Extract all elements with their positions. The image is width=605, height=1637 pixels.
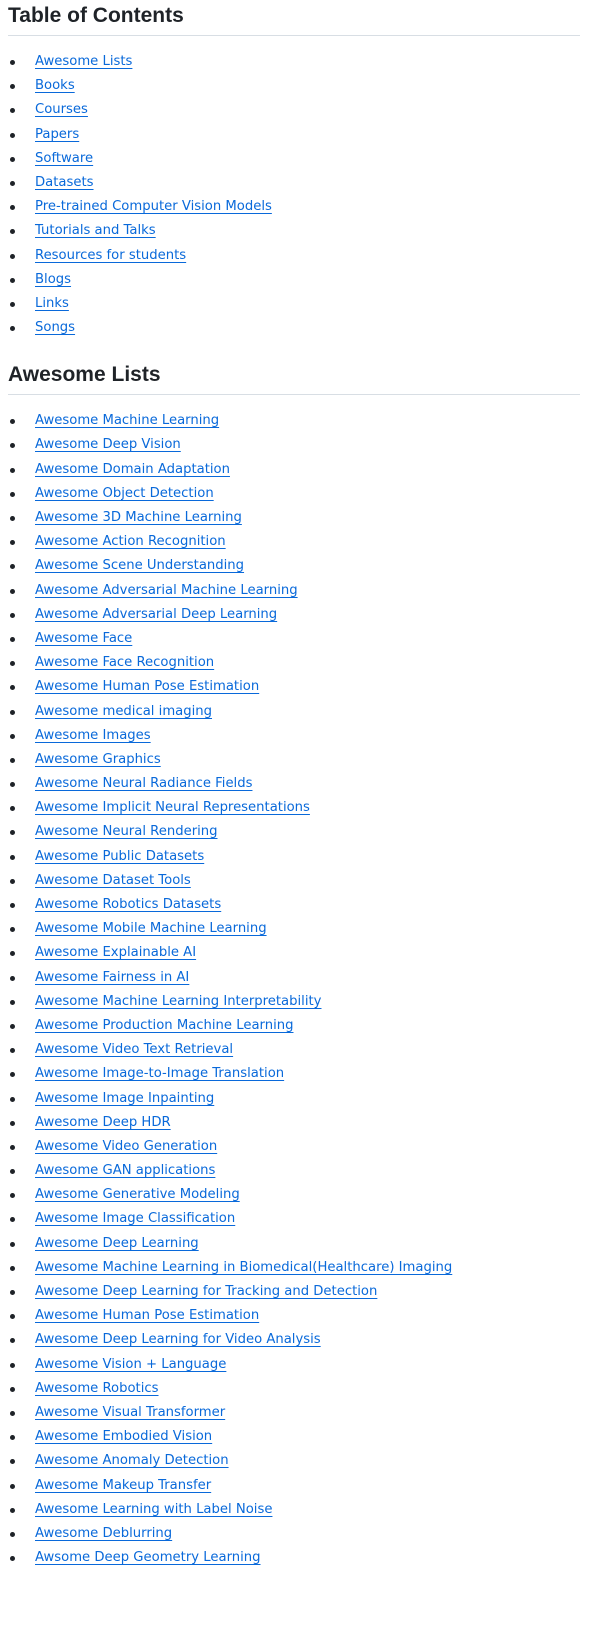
awesome-list-link-awesome-scene-understanding[interactable]: Awesome Scene Understanding xyxy=(35,558,245,574)
toc-link-songs[interactable]: Songs xyxy=(35,320,76,336)
awesome-list-item xyxy=(8,869,580,893)
awesome-list-item xyxy=(8,796,580,820)
awesome-list-link-awesome-mobile-machine-learning[interactable]: Awesome Mobile Machine Learning xyxy=(35,921,267,937)
awesome-list-item xyxy=(8,990,580,1014)
awesome-list-item xyxy=(8,1183,580,1207)
awesome-list-link-awesome-deep-learning[interactable]: Awesome Deep Learning xyxy=(35,1235,199,1251)
awesome-list-item xyxy=(8,1449,580,1473)
awesome-list-item xyxy=(8,433,580,457)
awesome-list-item xyxy=(8,1038,580,1062)
awesome-list-link-awesome-deep-learning-for-video-analysis[interactable]: Awesome Deep Learning for Video Analysis xyxy=(35,1332,321,1348)
toc-item xyxy=(8,50,580,74)
awesome-list-link-awesome-domain-adaptation[interactable]: Awesome Domain Adaptation xyxy=(35,461,230,477)
awesome-list-item xyxy=(8,675,580,699)
toc-heading: Table of Contents xyxy=(8,1,580,36)
awesome-lists-heading: Awesome Lists xyxy=(8,360,580,395)
toc-link-datasets[interactable]: Datasets xyxy=(35,174,94,190)
awesome-list-link-awesome-machine-learning-interpretability[interactable]: Awesome Machine Learning Interpretability xyxy=(35,993,322,1009)
awesome-list-item xyxy=(8,1377,580,1401)
toc-link-links[interactable]: Links xyxy=(35,295,69,311)
awesome-list-link-awesome-robotics[interactable]: Awesome Robotics xyxy=(35,1380,159,1396)
toc-item xyxy=(8,292,580,316)
awesome-list-item xyxy=(8,1159,580,1183)
awesome-list-link-awesome-human-pose-estimation[interactable]: Awesome Human Pose Estimation xyxy=(35,679,260,695)
awesome-list-item xyxy=(8,1232,580,1256)
toc-item xyxy=(8,171,580,195)
awesome-list-link-awesome-machine-learning-in-biomedical-healthcare-imaging[interactable]: Awesome Machine Learning in Biomedical(Healthcare) Imaging xyxy=(35,1259,453,1275)
awesome-list-item xyxy=(8,579,580,603)
awesome-list-item xyxy=(8,1522,580,1546)
toc-link-courses[interactable]: Courses xyxy=(35,102,88,118)
awesome-list-link-awesome-implicit-neural-representations[interactable]: Awesome Implicit Neural Representations xyxy=(35,800,310,816)
awesome-list-item xyxy=(8,1474,580,1498)
readme-content xyxy=(8,0,580,1570)
awesome-list-item xyxy=(8,1425,580,1449)
awesome-list-item xyxy=(8,1401,580,1425)
awesome-list-item xyxy=(8,917,580,941)
toc-link-resources-for-students[interactable]: Resources for students xyxy=(35,247,187,263)
awesome-list-link-awesome-learning-with-label-noise[interactable]: Awesome Learning with Label Noise xyxy=(35,1501,273,1517)
awesome-lists-list xyxy=(8,409,580,1570)
awesome-list-link-awesome-dataset-tools[interactable]: Awesome Dataset Tools xyxy=(35,872,191,888)
awesome-list-item xyxy=(8,603,580,627)
awesome-list-link-awesome-video-text-retrieval[interactable]: Awesome Video Text Retrieval xyxy=(35,1042,234,1058)
awesome-list-link-awesome-human-pose-estimation[interactable]: Awesome Human Pose Estimation xyxy=(35,1308,260,1324)
awesome-list-item xyxy=(8,1498,580,1522)
awesome-list-link-awesome-face-recognition[interactable]: Awesome Face Recognition xyxy=(35,655,215,671)
awesome-list-item xyxy=(8,1280,580,1304)
awesome-list-item xyxy=(8,627,580,651)
awesome-list-item xyxy=(8,724,580,748)
awesome-list-link-awsome-deep-geometry-learning[interactable]: Awsome Deep Geometry Learning xyxy=(35,1550,261,1566)
awesome-list-item xyxy=(8,1207,580,1231)
awesome-list-link-awesome-image-to-image-translation[interactable]: Awesome Image-to-Image Translation xyxy=(35,1066,285,1082)
awesome-list-link-awesome-image-classification[interactable]: Awesome Image Classification xyxy=(35,1211,236,1227)
awesome-list-link-awesome-images[interactable]: Awesome Images xyxy=(35,727,151,743)
awesome-list-item xyxy=(8,1111,580,1135)
toc-link-blogs[interactable]: Blogs xyxy=(35,271,72,287)
toc-item xyxy=(8,195,580,219)
toc-link-books[interactable]: Books xyxy=(35,78,75,94)
awesome-list-item xyxy=(8,845,580,869)
awesome-list-item xyxy=(8,893,580,917)
awesome-list-link-awesome-anomaly-detection[interactable]: Awesome Anomaly Detection xyxy=(35,1453,229,1469)
toc-item xyxy=(8,244,580,268)
awesome-list-link-awesome-object-detection[interactable]: Awesome Object Detection xyxy=(35,485,214,501)
awesome-list-item xyxy=(8,1304,580,1328)
awesome-list-link-awesome-robotics-datasets[interactable]: Awesome Robotics Datasets xyxy=(35,897,222,912)
toc-item xyxy=(8,98,580,122)
awesome-list-link-awesome-deep-vision[interactable]: Awesome Deep Vision xyxy=(35,437,181,453)
awesome-list-link-awesome-makeup-transfer[interactable]: Awesome Makeup Transfer xyxy=(35,1477,212,1493)
awesome-list-link-awesome-adversarial-machine-learning[interactable]: Awesome Adversarial Machine Learning xyxy=(35,582,298,598)
awesome-list-link-awesome-embodied-vision[interactable]: Awesome Embodied Vision xyxy=(35,1429,213,1445)
awesome-list-link-awesome-visual-transformer[interactable]: Awesome Visual Transformer xyxy=(35,1404,226,1420)
awesome-list-link-awesome-generative-modeling[interactable]: Awesome Generative Modeling xyxy=(35,1187,240,1203)
awesome-list-link-awesome-neural-radiance-fields[interactable]: Awesome Neural Radiance Fields xyxy=(35,776,253,792)
toc-link-pre-trained-computer-vision-models[interactable]: Pre-trained Computer Vision Models xyxy=(35,199,272,215)
toc-item xyxy=(8,147,580,171)
awesome-list-item xyxy=(8,554,580,578)
toc-link-awesome-lists[interactable]: Awesome Lists xyxy=(35,54,133,69)
awesome-list-link-awesome-public-datasets[interactable]: Awesome Public Datasets xyxy=(35,848,205,864)
awesome-list-link-awesome-medical-imaging[interactable]: Awesome medical imaging xyxy=(35,703,213,719)
toc-list xyxy=(8,50,580,340)
awesome-list-link-awesome-vision-language[interactable]: Awesome Vision + Language xyxy=(35,1356,227,1372)
awesome-list-link-awesome-fairness-in-ai[interactable]: Awesome Fairness in AI xyxy=(35,969,190,985)
awesome-list-item xyxy=(8,820,580,844)
awesome-list-item xyxy=(8,1062,580,1086)
toc-item xyxy=(8,268,580,292)
awesome-list-item xyxy=(8,458,580,482)
awesome-list-item xyxy=(8,941,580,965)
awesome-list-item xyxy=(8,506,580,530)
awesome-list-item xyxy=(8,1135,580,1159)
awesome-list-item xyxy=(8,700,580,724)
awesome-list-item xyxy=(8,1087,580,1111)
awesome-list-link-awesome-adversarial-deep-learning[interactable]: Awesome Adversarial Deep Learning xyxy=(35,606,278,622)
awesome-list-item xyxy=(8,1014,580,1038)
awesome-list-item xyxy=(8,772,580,796)
awesome-list-item xyxy=(8,966,580,990)
awesome-list-link-awesome-face[interactable]: Awesome Face xyxy=(35,630,133,646)
toc-item xyxy=(8,74,580,98)
toc-link-tutorials-and-talks[interactable]: Tutorials and Talks xyxy=(35,223,156,239)
awesome-list-link-awesome-graphics[interactable]: Awesome Graphics xyxy=(35,751,161,767)
toc-item xyxy=(8,219,580,243)
awesome-list-link-awesome-action-recognition[interactable]: Awesome Action Recognition xyxy=(35,534,226,550)
awesome-list-item xyxy=(8,1256,580,1280)
awesome-list-link-awesome-image-inpainting[interactable]: Awesome Image Inpainting xyxy=(35,1090,215,1106)
awesome-list-item xyxy=(8,1353,580,1377)
awesome-list-item xyxy=(8,1546,580,1570)
toc-item xyxy=(8,123,580,147)
awesome-list-link-awesome-deep-hdr[interactable]: Awesome Deep HDR xyxy=(35,1114,171,1130)
awesome-list-link-awesome-production-machine-learning[interactable]: Awesome Production Machine Learning xyxy=(35,1017,294,1033)
awesome-list-link-awesome-machine-learning[interactable]: Awesome Machine Learning xyxy=(35,413,220,429)
awesome-list-item xyxy=(8,1328,580,1352)
awesome-list-link-awesome-gan-applications[interactable]: Awesome GAN applications xyxy=(35,1163,216,1179)
awesome-list-link-awesome-explainable-ai[interactable]: Awesome Explainable AI xyxy=(35,945,197,961)
awesome-list-link-awesome-3d-machine-learning[interactable]: Awesome 3D Machine Learning xyxy=(35,510,242,525)
awesome-list-item xyxy=(8,409,580,433)
toc-link-papers[interactable]: Papers xyxy=(35,126,80,142)
toc-item xyxy=(8,316,580,340)
awesome-list-item xyxy=(8,530,580,554)
awesome-list-link-awesome-neural-rendering[interactable]: Awesome Neural Rendering xyxy=(35,824,218,840)
awesome-list-link-awesome-video-generation[interactable]: Awesome Video Generation xyxy=(35,1138,218,1154)
toc-link-software[interactable]: Software xyxy=(35,150,94,166)
awesome-list-link-awesome-deep-learning-for-tracking-and-detection[interactable]: Awesome Deep Learning for Tracking and Detection xyxy=(35,1284,378,1299)
awesome-list-item xyxy=(8,748,580,772)
awesome-list-item xyxy=(8,482,580,506)
awesome-list-link-awesome-deblurring[interactable]: Awesome Deblurring xyxy=(35,1525,173,1541)
awesome-list-item xyxy=(8,651,580,675)
